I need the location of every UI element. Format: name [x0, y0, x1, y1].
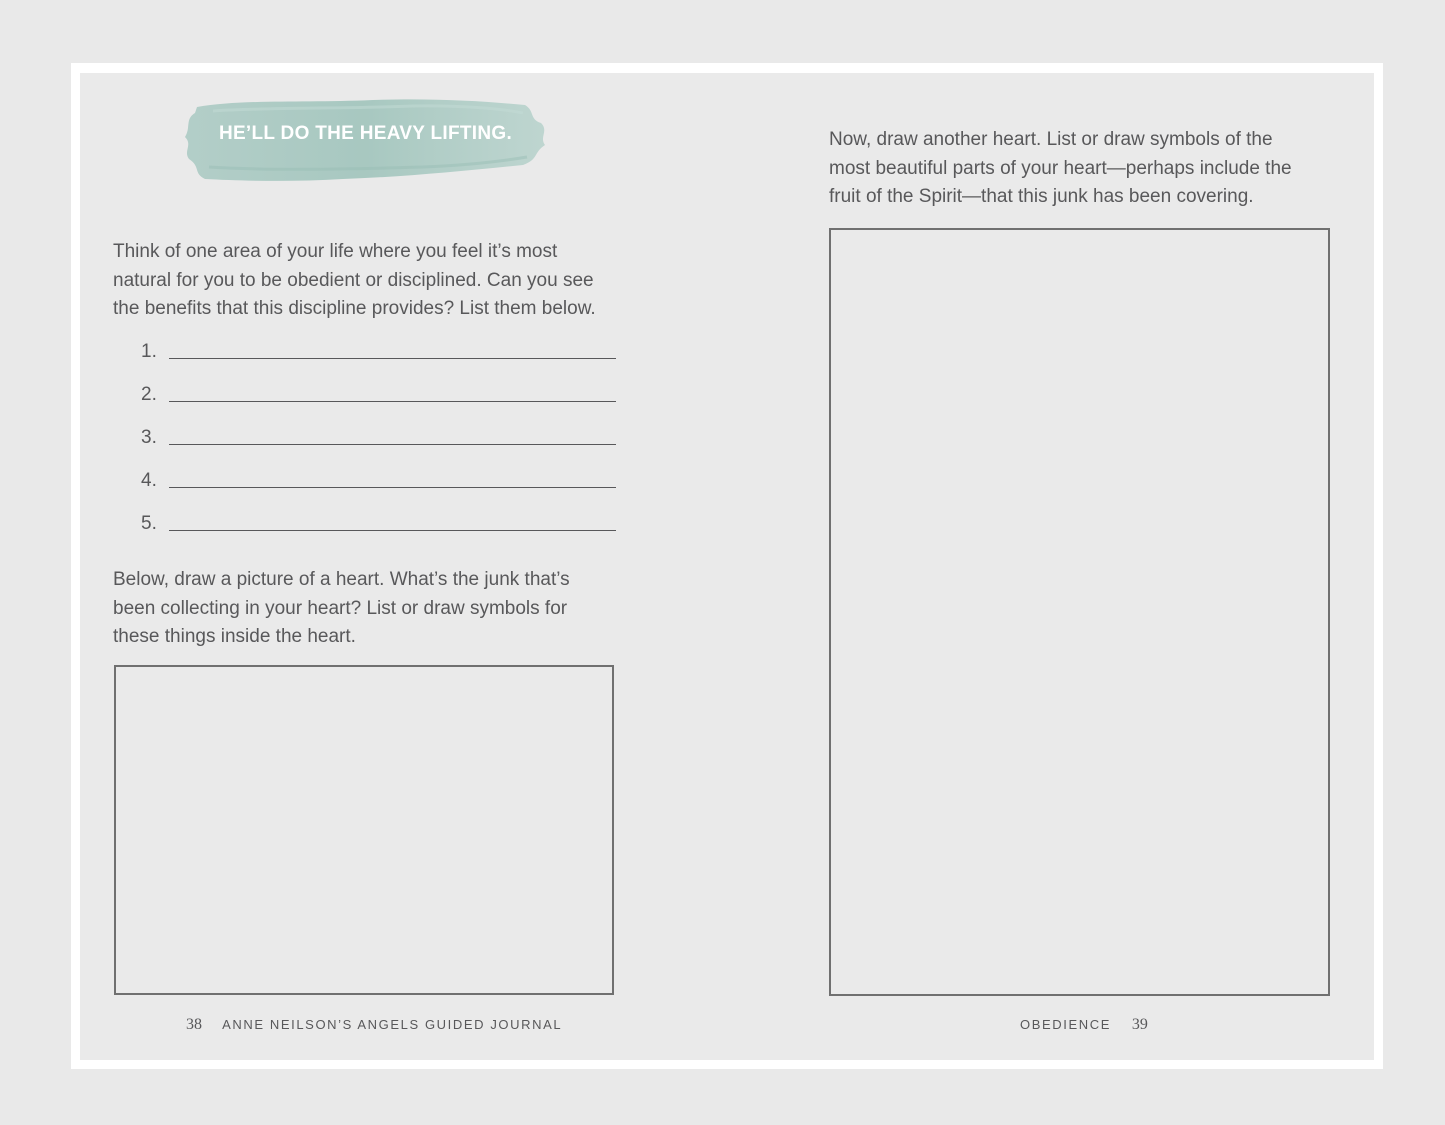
heart-prompt-paragraph [113, 566, 633, 652]
page-number: 39 [1131, 1016, 1148, 1033]
list-number: 4. [141, 470, 157, 491]
list-item[interactable] [113, 423, 616, 466]
write-in-line[interactable] [169, 530, 616, 531]
intro-line: natural for you to be obedient or disciplined. Can you see [113, 269, 594, 291]
list-item[interactable] [113, 337, 616, 380]
heart-drawing-box[interactable] [114, 665, 614, 995]
running-head: ANNE NEILSON’S ANGELS GUIDED JOURNAL [222, 1017, 563, 1032]
intro-line: the benefits that this discipline provides? List them below. [113, 298, 596, 319]
left-footer [186, 1016, 562, 1034]
write-in-line[interactable] [169, 401, 616, 402]
intro-line: Think of one area of your life where you feel it’s most [113, 241, 558, 262]
heart-prompt-line: been collecting in your heart? List or draw symbols for [113, 597, 568, 619]
right-prompt-line: most beautiful parts of your heart—perhaps include the [829, 157, 1292, 179]
write-in-line[interactable] [169, 358, 616, 359]
list-item[interactable] [113, 509, 616, 552]
heart-prompt-line: Below, draw a picture of a heart. What’s the junk that’s [113, 569, 570, 590]
list-number: 2. [141, 384, 157, 405]
right-footer [1020, 1016, 1148, 1034]
list-item[interactable] [113, 380, 616, 423]
benefits-list [113, 337, 616, 552]
write-in-line[interactable] [169, 487, 616, 488]
heart-prompt-line: these things inside the heart. [113, 626, 356, 647]
page-number: 38 [186, 1016, 202, 1033]
write-in-line[interactable] [169, 444, 616, 445]
list-item[interactable] [113, 466, 616, 509]
running-head: OBEDIENCE [1020, 1017, 1111, 1032]
watercolor-banner [183, 97, 548, 183]
intro-paragraph [113, 238, 633, 324]
beautiful-heart-drawing-box[interactable] [829, 228, 1330, 996]
right-prompt-line: Now, draw another heart. List or draw symbols of the [829, 129, 1273, 150]
banner-title: HE’LL DO THE HEAVY LIFTING. [218, 123, 513, 144]
right-prompt-line: fruit of the Spirit—that this junk has been covering. [829, 186, 1254, 207]
list-number: 1. [141, 341, 157, 362]
list-number: 5. [141, 513, 157, 534]
right-prompt-paragraph [829, 126, 1349, 212]
list-number: 3. [141, 427, 157, 448]
